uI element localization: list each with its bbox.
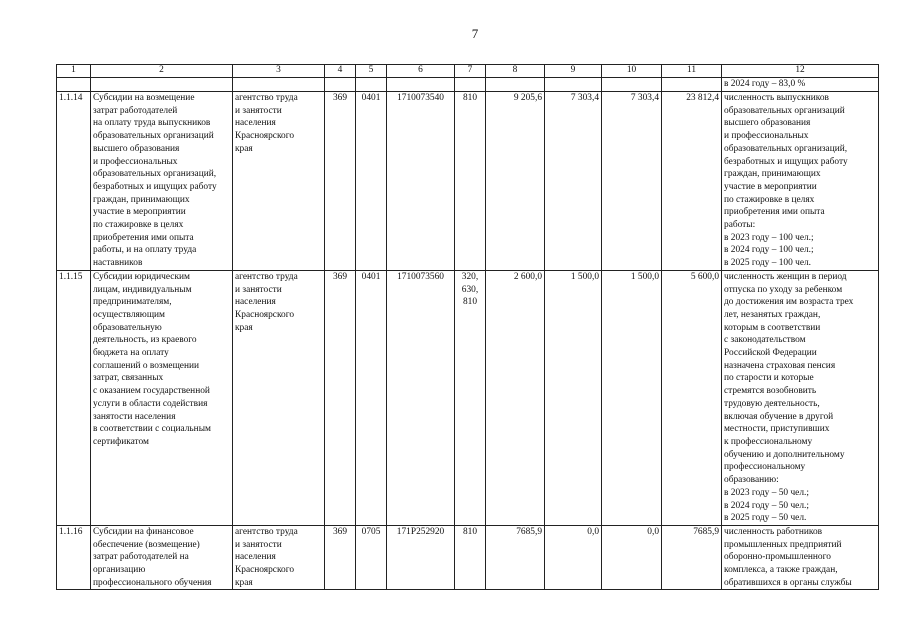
header-cell: 11	[662, 65, 722, 78]
row-number: 1.1.14	[57, 92, 91, 271]
row-number: 1.1.15	[57, 270, 91, 525]
header-cell: 7	[455, 65, 486, 78]
header-cell: 12	[722, 65, 879, 78]
ministry-code: 369	[325, 270, 356, 525]
continuation-row	[57, 78, 879, 92]
target-article-code: 1710073560	[387, 270, 455, 525]
header-cell: 8	[486, 65, 545, 78]
amount-2024: 7 303,4	[545, 92, 602, 271]
amount-2023: 9 205,6	[486, 92, 545, 271]
amount-2025: 1 500,0	[602, 270, 662, 525]
expected-result: численность работников промышленных предприятий оборонно-промышленного комплекса, а также граждан, обратившихся в органы службы	[722, 525, 879, 590]
header-cell: 2	[91, 65, 233, 78]
expected-result: численность выпускников образовательных организаций высшего образования и профессиональных образовательных организаций, безработных и ищущих работу граждан, принимающих участие в мероприятии по стажировке в целях приобретения ими опыта работы: в 2023 году – 100 чел.; в 2024 году – 100 чел.; в 2025 году – 100 чел.	[722, 92, 879, 271]
table-row	[57, 92, 879, 271]
header-cell: 5	[356, 65, 387, 78]
measure-name: Субсидии на возмещение затрат работодателей на оплату труда выпускников образовательных организаций высшего образования и профессиональных образовательных организаций, безработных и ищущих работу граждан, принимающих участие в мероприятии по стажировке в целях приобретения ими опыта работы, и на оплату труда наставников	[91, 92, 233, 271]
amount-total: 23 812,4	[662, 92, 722, 271]
header-cell: 6	[387, 65, 455, 78]
row-number: 1.1.16	[57, 525, 91, 590]
page-number: 7	[471, 26, 479, 41]
amount-2025: 0,0	[602, 525, 662, 590]
header-cell: 9	[545, 65, 602, 78]
header-cell: 4	[325, 65, 356, 78]
section-code: 0705	[356, 525, 387, 590]
expense-type-code: 810	[455, 525, 486, 590]
table-row	[57, 525, 879, 590]
amount-total: 5 600,0	[662, 270, 722, 525]
amount-2025: 7 303,4	[602, 92, 662, 271]
target-article-code: 171P252920	[387, 525, 455, 590]
amount-2023: 7685,9	[486, 525, 545, 590]
amount-2023: 2 600,0	[486, 270, 545, 525]
responsible-agency: агентство труда и занятости населения Красноярского края	[233, 92, 325, 271]
section-code: 0401	[356, 92, 387, 271]
ministry-code: 369	[325, 525, 356, 590]
expected-result: численность женщин в период отпуска по уходу за ребенком до достижения им возраста трех лет, незанятых граждан, которым в соответствии с законодательством Российской Федерации назначена страховая пенсия по старости и которые стремятся возобновить трудовую деятельность, включая обучение в другой местности, приступивших к профессиональному обучению и дополнительному профессиональному образованию: в 2023 году – 50 чел.; в 2024 году – 50 чел.; в 2025 году – 50 чел.	[722, 270, 879, 525]
measure-name: Субсидии на финансовое обеспечение (возмещение) затрат работодателей на организацию профессионального обучения	[91, 525, 233, 590]
header-cell: 1	[57, 65, 91, 78]
expense-type-code: 320, 630, 810	[455, 270, 486, 525]
continuation-text: в 2024 году – 83,0 %	[722, 78, 879, 92]
amount-total: 7685,9	[662, 525, 722, 590]
ministry-code: 369	[325, 92, 356, 271]
target-article-code: 1710073540	[387, 92, 455, 271]
amount-2024: 1 500,0	[545, 270, 602, 525]
expense-type-code: 810	[455, 92, 486, 271]
responsible-agency: агентство труда и занятости населения Красноярского края	[233, 270, 325, 525]
table-row	[57, 270, 879, 525]
header-row	[57, 65, 879, 78]
header-cell: 3	[233, 65, 325, 78]
measure-name: Субсидии юридическим лицам, индивидуальным предпринимателям, осуществляющим образовательную деятельность, из краевого бюджета на оплату соглашений о возмещении затрат, связанных с оказанием государственной услуги в области содействия занятости населения в соответствии с социальным сертификатом	[91, 270, 233, 525]
header-cell: 10	[602, 65, 662, 78]
responsible-agency: агентство труда и занятости населения Красноярского края	[233, 525, 325, 590]
amount-2024: 0,0	[545, 525, 602, 590]
budget-table	[56, 64, 879, 590]
section-code: 0401	[356, 270, 387, 525]
